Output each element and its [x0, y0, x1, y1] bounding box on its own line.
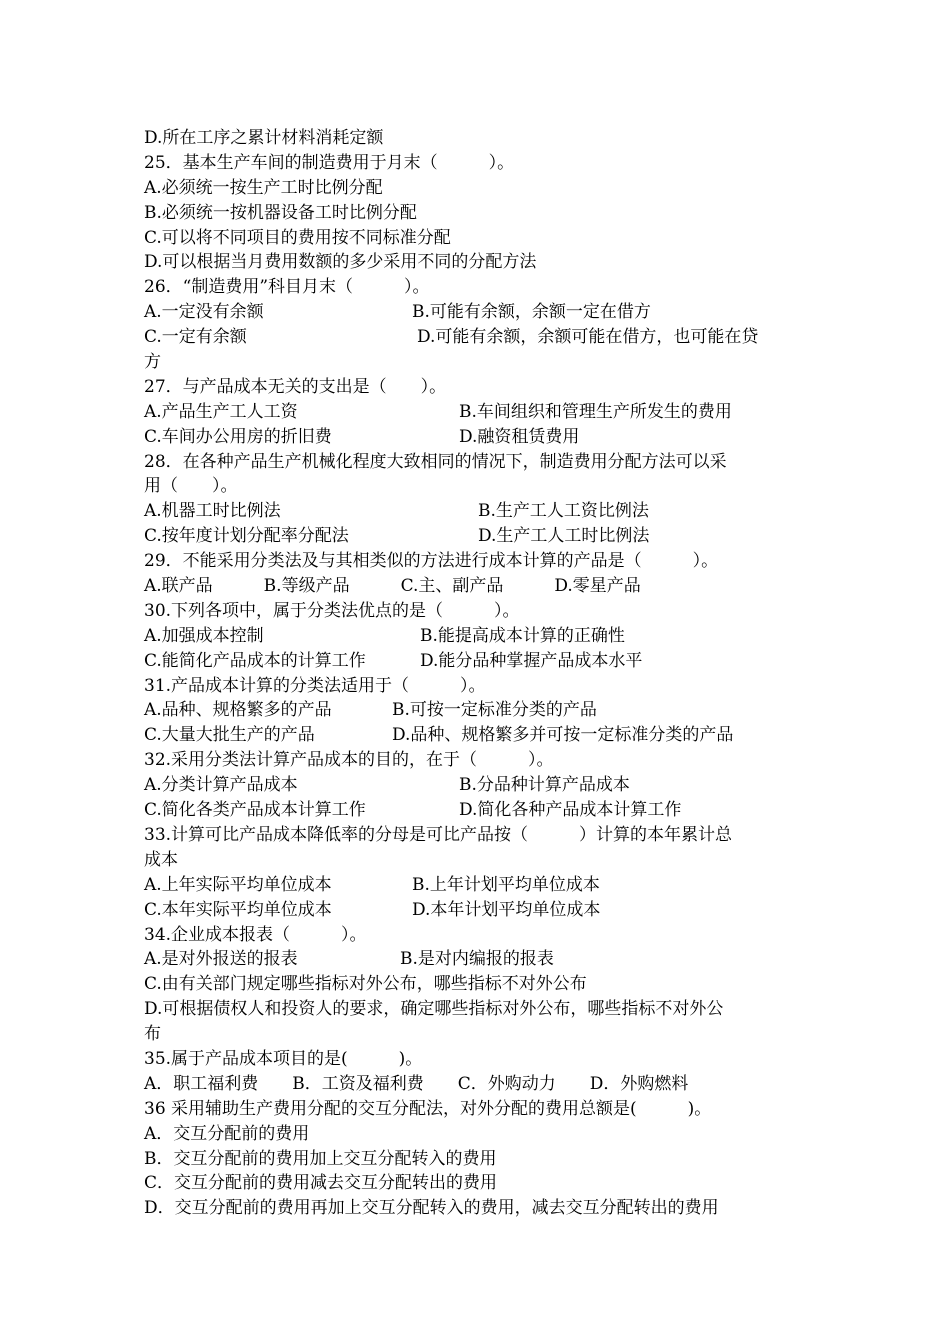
text-line: [144, 126, 814, 151]
option-text: B.车间组织和管理生产所发生的费用: [459, 401, 732, 422]
option-text: B.上年计划平均单位成本: [412, 874, 600, 895]
text-line: [144, 499, 814, 524]
text-line: [144, 599, 814, 624]
text-line: [144, 1171, 814, 1196]
line-text: A.加强成本控制: [144, 625, 264, 646]
line-text: A.联产品 B.等级产品 C.主、副产品 D.零星产品: [144, 576, 641, 597]
line-text: 成本: [144, 849, 178, 870]
line-text: A.上年实际平均单位成本: [144, 874, 332, 895]
text-line: [144, 748, 814, 773]
line-text: D.可根据债权人和投资人的要求，确定哪些指标对外公布，哪些指标不对外公: [144, 999, 724, 1020]
text-line: [144, 798, 814, 823]
text-line: [144, 1047, 814, 1072]
option-text: B.可按一定标准分类的产品: [392, 700, 597, 721]
line-text: 29．不能采用分类法及与其相类似的方法进行成本计算的产品是（ ）。: [144, 551, 719, 572]
line-text: A.机器工时比例法: [144, 501, 281, 522]
line-text: A.必须统一按生产工时比例分配: [144, 177, 383, 198]
text-line: [144, 1072, 814, 1097]
text-line: [144, 723, 814, 748]
text-line: [144, 649, 814, 674]
option-text: B.可能有余额，余额一定在借方: [412, 302, 651, 323]
line-text: C.一定有余额: [144, 327, 247, 348]
text-line: [144, 201, 814, 226]
text-line: [144, 176, 814, 201]
text-line: [144, 947, 814, 972]
text-line: [144, 474, 814, 499]
line-text: 25．基本生产车间的制造费用于月末（ ）。: [144, 152, 515, 173]
text-line: [144, 325, 814, 350]
text-line: [144, 350, 814, 375]
option-text: D.能分品种掌握产品成本水平: [420, 650, 643, 671]
line-text: C.简化各类产品成本计算工作: [144, 800, 366, 821]
line-text: 方: [144, 352, 161, 373]
line-text: C.车间办公用房的折旧费: [144, 426, 332, 447]
line-text: A.品种、规格繁多的产品: [144, 700, 332, 721]
line-text: 28．在各种产品生产机械化程度大致相同的情况下，制造费用分配方法可以采: [144, 451, 727, 472]
line-text: 35.属于产品成本项目的是( )。: [144, 1048, 423, 1069]
text-line: [144, 823, 814, 848]
line-text: 32.采用分类法计算产品成本的目的，在于（ ）。: [144, 750, 554, 771]
line-text: A.是对外报送的报表: [144, 949, 298, 970]
text-line: [144, 151, 814, 176]
text-line: [144, 773, 814, 798]
text-line: [144, 574, 814, 599]
text-line: [144, 250, 814, 275]
line-text: C.可以将不同项目的费用按不同标准分配: [144, 227, 451, 248]
text-line: [144, 848, 814, 873]
line-text: D．交互分配前的费用再加上交互分配转入的费用，减去交互分配转出的费用: [144, 1198, 719, 1219]
option-text: B.生产工人工资比例法: [478, 501, 649, 522]
text-line: [144, 275, 814, 300]
line-text: 34.企业成本报表（ ）。: [144, 924, 367, 945]
line-text: 26．“制造费用”科目月末（ ）。: [144, 277, 430, 298]
line-text: A.一定没有余额: [144, 302, 264, 323]
text-line: [144, 923, 814, 948]
text-line: [144, 674, 814, 699]
line-text: C．交互分配前的费用减去交互分配转出的费用: [144, 1173, 498, 1194]
text-line: [144, 425, 814, 450]
text-line: [144, 1147, 814, 1172]
option-text: D.融资租赁费用: [459, 426, 580, 447]
line-text: 36 采用辅助生产费用分配的交互分配法，对外分配的费用总额是( )。: [144, 1098, 712, 1119]
line-text: A．职工福利费 B．工资及福利费 C．外购动力 D．外购燃料: [144, 1073, 689, 1094]
option-text: D.品种、规格繁多并可按一定标准分类的产品: [392, 725, 734, 746]
option-text: D.简化各种产品成本计算工作: [459, 800, 682, 821]
text-line: [144, 549, 814, 574]
line-text: C.大量大批生产的产品: [144, 725, 315, 746]
text-line: [144, 898, 814, 923]
text-line: [144, 1097, 814, 1122]
line-text: C.能简化产品成本的计算工作: [144, 650, 366, 671]
option-text: B.能提高成本计算的正确性: [420, 625, 625, 646]
line-text: 布: [144, 1024, 161, 1045]
text-line: [144, 972, 814, 997]
line-text: 30.下列各项中，属于分类法优点的是（ ）。: [144, 600, 520, 621]
line-text: D.所在工序之累计材料消耗定额: [144, 128, 384, 148]
text-line: [144, 1022, 814, 1047]
line-text: A.产品生产工人工资: [144, 401, 298, 422]
line-text: B.必须统一按机器设备工时比例分配: [144, 202, 417, 223]
line-text: C.由有关部门规定哪些指标对外公布，哪些指标不对外公布: [144, 974, 587, 995]
line-text: C.本年实际平均单位成本: [144, 899, 332, 920]
document-page: [144, 126, 814, 1221]
text-line: [144, 698, 814, 723]
option-text: B.是对内编报的报表: [400, 949, 554, 970]
text-line: [144, 1196, 814, 1221]
text-line: [144, 450, 814, 475]
text-line: [144, 226, 814, 251]
line-text: A.分类计算产品成本: [144, 775, 298, 796]
line-text: A．交互分配前的费用: [144, 1123, 310, 1144]
text-line: [144, 524, 814, 549]
line-text: B．交互分配前的费用加上交互分配转入的费用: [144, 1148, 497, 1169]
option-text: D.生产工人工时比例法: [478, 526, 650, 547]
line-text: D.可以根据当月费用数额的多少采用不同的分配方法: [144, 252, 537, 273]
text-line: [144, 375, 814, 400]
option-text: D.可能有余额，余额可能在借方，也可能在贷: [417, 327, 759, 348]
line-text: 27．与产品成本无关的支出是（ ）。: [144, 376, 447, 397]
text-line: [144, 997, 814, 1022]
line-text: 用（ ）。: [144, 476, 238, 497]
line-text: 31.产品成本计算的分类法适用于（ ）。: [144, 675, 486, 696]
line-text: C.按年度计划分配率分配法: [144, 526, 349, 547]
line-text: 33.计算可比产品成本降低率的分母是可比产品按（ ）计算的本年累计总: [144, 824, 733, 845]
text-line: [144, 873, 814, 898]
text-line: [144, 300, 814, 325]
text-line: [144, 624, 814, 649]
text-line: [144, 1122, 814, 1147]
text-line: [144, 400, 814, 425]
option-text: D.本年计划平均单位成本: [412, 899, 601, 920]
option-text: B.分品种计算产品成本: [459, 775, 630, 796]
